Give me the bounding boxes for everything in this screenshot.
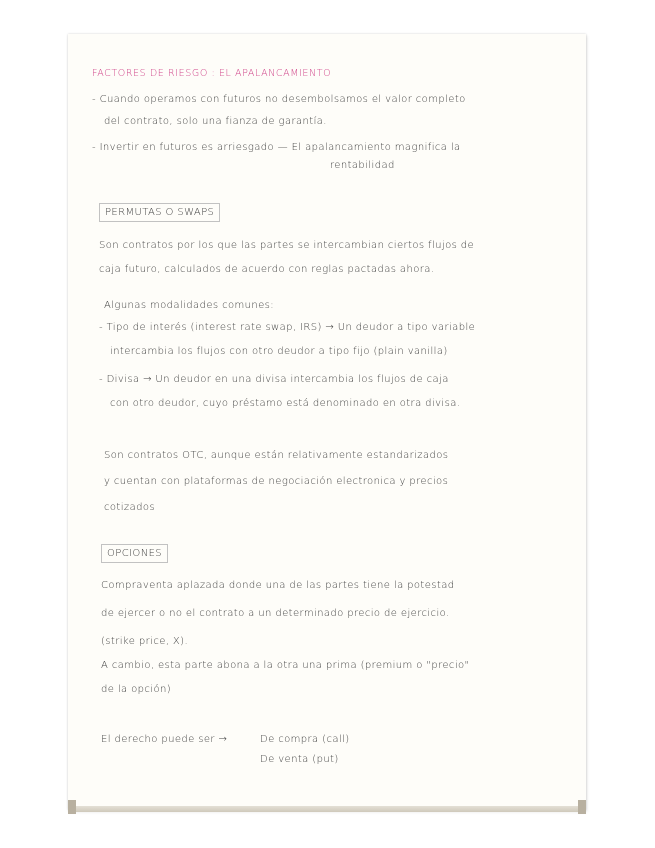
note-line: con otro deudor, cuyo préstamo está denominado en otra divisa.	[110, 398, 461, 409]
page-edge-corner	[578, 800, 586, 814]
note-line: de ejercer o no el contrato a un determinado precio de ejercicio.	[101, 608, 450, 619]
note-line: - Tipo de interés (interest rate swap, IRS) → Un deudor a tipo variable	[99, 322, 476, 333]
note-line: Algunas modalidades comunes:	[104, 300, 275, 311]
note-line: Compraventa aplazada donde una de las partes tiene la potestad	[101, 580, 455, 591]
note-line: - Cuando operamos con futuros no desembolsamos el valor completo	[92, 94, 466, 105]
note-line: de la opción)	[101, 684, 172, 695]
note-line: De venta (put)	[260, 754, 339, 765]
note-line: De compra (call)	[260, 734, 350, 745]
note-line: caja futuro, calculados de acuerdo con reglas pactadas ahora.	[99, 264, 435, 275]
note-line: - Invertir en futuros es arriesgado — El apalancamiento magnifica la	[92, 142, 461, 153]
note-line: A cambio, esta parte abona a la otra una prima (premium o "precio"	[101, 660, 470, 671]
note-line: cotizados	[104, 502, 155, 513]
note-line: del contrato, solo una fianza de garantía.	[104, 116, 327, 127]
note-line: El derecho puede ser →	[101, 734, 228, 745]
note-line: (strike price, X).	[101, 636, 189, 647]
page-edge-corner	[68, 800, 76, 814]
note-line: Son contratos por los que las partes se intercambian ciertos flujos de	[99, 240, 475, 251]
section-title-apalancamiento: FACTORES DE RIESGO : EL APALANCAMIENTO	[92, 68, 332, 79]
note-line: - Divisa → Un deudor en una divisa intercambia los flujos de caja	[99, 374, 449, 385]
note-line: y cuentan con plataformas de negociación electronica y precios	[104, 476, 449, 487]
heading-opciones: OPCIONES	[101, 544, 168, 563]
note-line: rentabilidad	[330, 160, 395, 171]
note-line: intercambia los flujos con otro deudor a tipo fijo (plain vanilla)	[110, 346, 448, 357]
heading-permutas-swaps: PERMUTAS O SWAPS	[99, 203, 220, 222]
note-line: Son contratos OTC, aunque están relativamente estandarizados	[104, 450, 449, 461]
page-edge-bottom	[68, 806, 586, 812]
